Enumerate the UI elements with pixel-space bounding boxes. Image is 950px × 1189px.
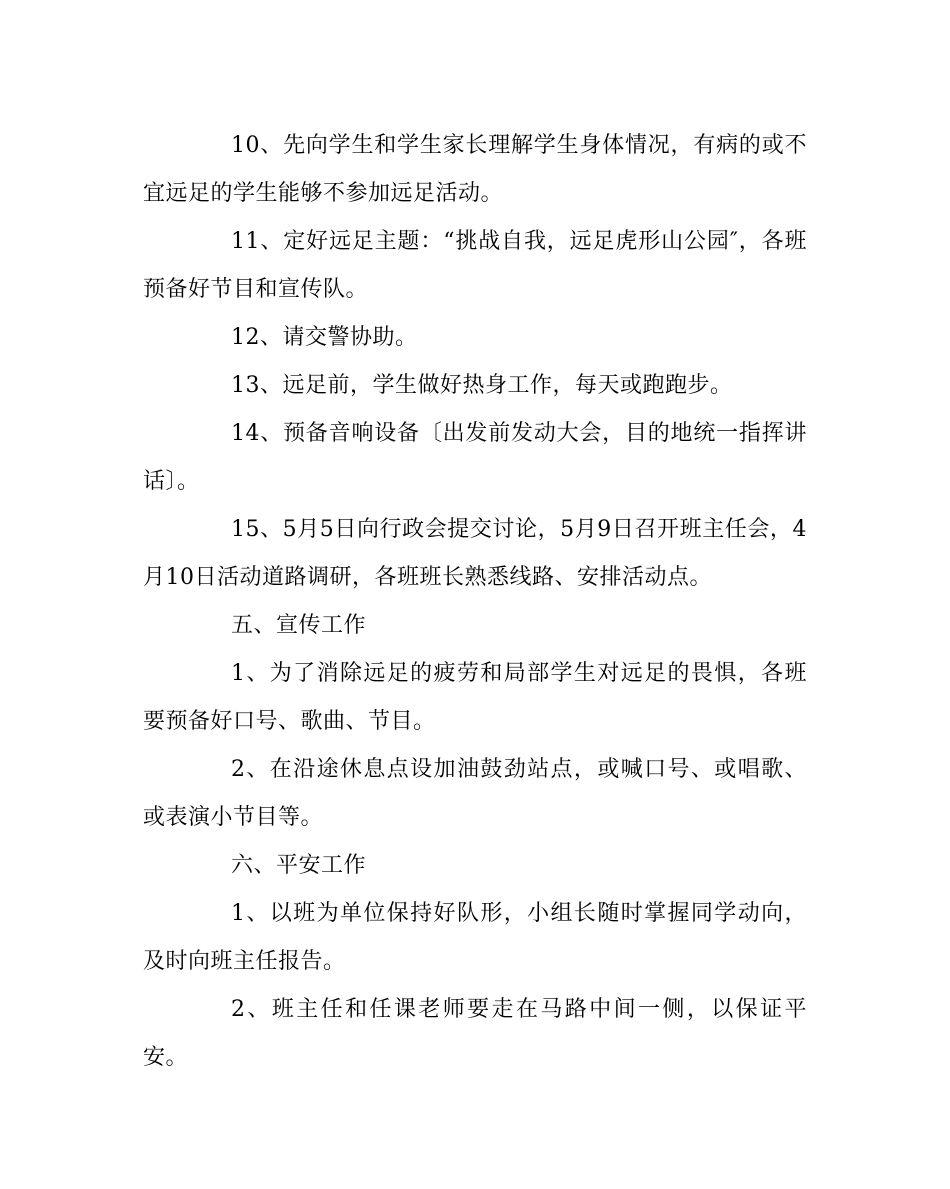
section-heading-publicity: 五、宣传工作 [231,613,367,638]
safety-item-2-paragraph: 2、班主任和任课老师要走在马路中间一侧，以保证平安。 [143,997,807,1070]
document-body [143,122,807,1082]
item-12-paragraph: 12、请交警协助。 [231,325,418,350]
publicity-item-2-paragraph: 2、在沿途休息点设加油鼓劲站点，或喊口号、或唱歌、或表演小节目等。 [143,757,807,830]
publicity-item-1-paragraph: 1、为了消除远足的疲劳和局部学生对远足的畏惧，各班要预备好口号、歌曲、节目。 [143,661,807,734]
safety-item-1-paragraph: 1、以班为单位保持好队形，小组长随时掌握同学动向，及时向班主任报告。 [143,901,807,974]
section-heading-safety: 六、平安工作 [231,853,367,878]
item-15-paragraph: 15、5月5日向行政会提交讨论，5月9日召开班主任会，4月10日活动道路调研，各班班长熟悉线路、安排活动点。 [143,517,807,590]
item-14-paragraph: 14、预备音响设备〔出发前发动大会，目的地统一指挥讲话〕。 [143,421,807,494]
item-11-paragraph: 11、定好远足主题：“挑战自我，远足虎形山公园″，各班预备好节目和宣传队。 [143,229,807,302]
item-13-paragraph: 13、远足前，学生做好热身工作，每天或跑跑步。 [231,373,733,398]
item-10-paragraph: 10、先向学生和学生家长理解学生身体情况，有病的或不宜远足的学生能够不参加远足活动。 [143,133,807,206]
